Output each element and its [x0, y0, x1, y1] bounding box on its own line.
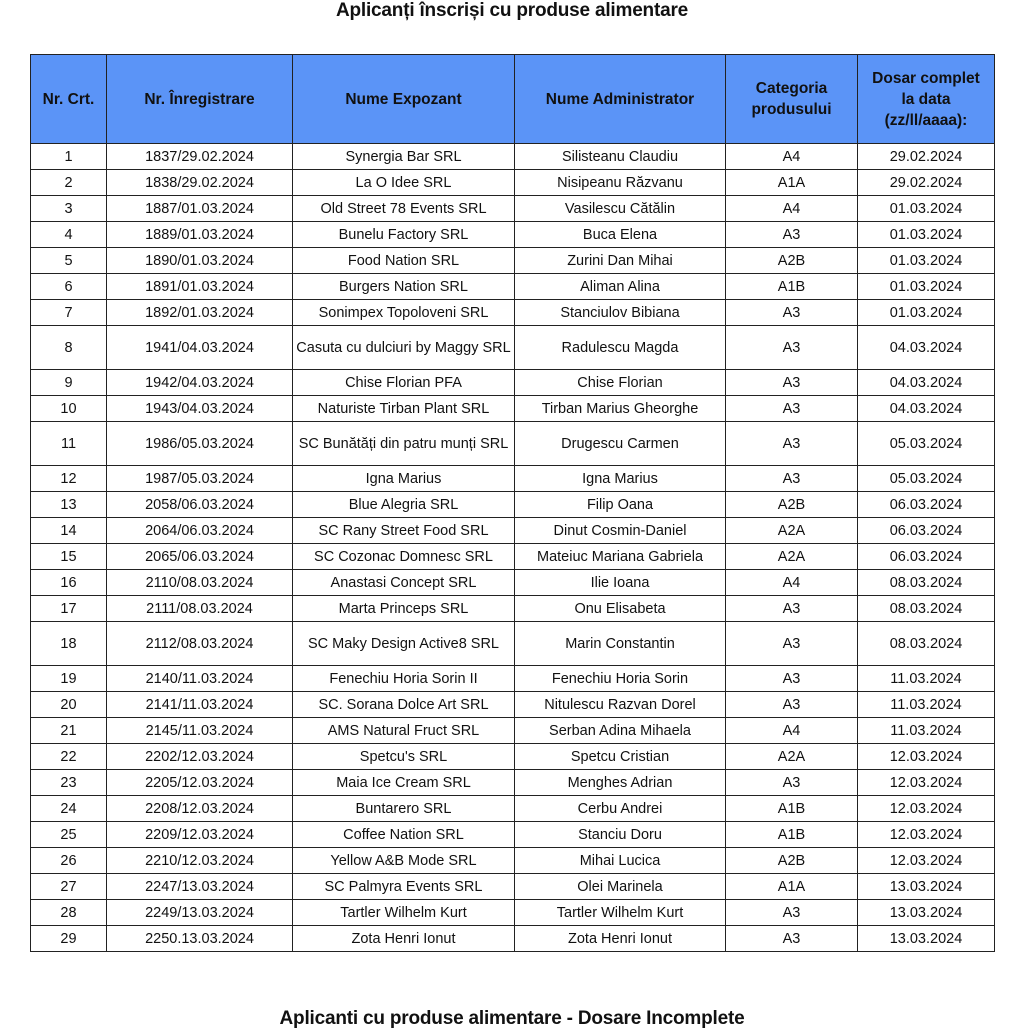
cell-nume-expozant: SC Palmyra Events SRL: [293, 874, 515, 900]
cell-dosar-complet: 11.03.2024: [858, 718, 995, 744]
cell-nume-administrator: Vasilescu Cătălin: [515, 196, 726, 222]
cell-nume-expozant: Old Street 78 Events SRL: [293, 196, 515, 222]
table-row: [31, 466, 995, 492]
table-row: [31, 518, 995, 544]
cell-categoria: A2B: [726, 848, 858, 874]
cell-categoria: A2B: [726, 492, 858, 518]
cell-nume-administrator: Radulescu Magda: [515, 326, 726, 370]
cell-dosar-complet: 05.03.2024: [858, 466, 995, 492]
cell-categoria: A3: [726, 692, 858, 718]
cell-nr-inregistrare: 1941/04.03.2024: [107, 326, 293, 370]
cell-categoria: A3: [726, 396, 858, 422]
table-row: [31, 544, 995, 570]
cell-nume-administrator: Mihai Lucica: [515, 848, 726, 874]
cell-dosar-complet: 04.03.2024: [858, 326, 995, 370]
table-row: [31, 248, 995, 274]
cell-nr-inregistrare: 1837/29.02.2024: [107, 144, 293, 170]
cell-nume-expozant: Coffee Nation SRL: [293, 822, 515, 848]
cell-categoria: A2A: [726, 744, 858, 770]
table-row: [31, 622, 995, 666]
cell-nr-crt: 22: [31, 744, 107, 770]
cell-nr-inregistrare: 2058/06.03.2024: [107, 492, 293, 518]
cell-categoria: A4: [726, 570, 858, 596]
table-row: [31, 274, 995, 300]
cell-categoria: A1B: [726, 822, 858, 848]
cell-nume-expozant: Igna Marius: [293, 466, 515, 492]
cell-nume-expozant: Spetcu's SRL: [293, 744, 515, 770]
cell-dosar-complet: 11.03.2024: [858, 666, 995, 692]
cell-nr-crt: 25: [31, 822, 107, 848]
cell-nume-administrator: Zurini Dan Mihai: [515, 248, 726, 274]
cell-dosar-complet: 13.03.2024: [858, 874, 995, 900]
cell-nume-administrator: Silisteanu Claudiu: [515, 144, 726, 170]
cell-categoria: A4: [726, 144, 858, 170]
cell-nr-inregistrare: 2112/08.03.2024: [107, 622, 293, 666]
cell-nume-expozant: Anastasi Concept SRL: [293, 570, 515, 596]
cell-dosar-complet: 29.02.2024: [858, 170, 995, 196]
cell-dosar-complet: 01.03.2024: [858, 274, 995, 300]
table-row: [31, 692, 995, 718]
cell-nume-expozant: Food Nation SRL: [293, 248, 515, 274]
cell-nume-administrator: Fenechiu Horia Sorin: [515, 666, 726, 692]
cell-nume-expozant: SC Rany Street Food SRL: [293, 518, 515, 544]
cell-nume-administrator: Stanciu Doru: [515, 822, 726, 848]
cell-nume-administrator: Aliman Alina: [515, 274, 726, 300]
cell-dosar-complet: 12.03.2024: [858, 848, 995, 874]
cell-nr-crt: 4: [31, 222, 107, 248]
table-row: [31, 874, 995, 900]
cell-nr-crt: 5: [31, 248, 107, 274]
table-row: [31, 848, 995, 874]
cell-categoria: A3: [726, 666, 858, 692]
cell-dosar-complet: 04.03.2024: [858, 396, 995, 422]
cell-nume-expozant: Zota Henri Ionut: [293, 926, 515, 952]
cell-nr-crt: 18: [31, 622, 107, 666]
cell-nume-expozant: Fenechiu Horia Sorin II: [293, 666, 515, 692]
table-header-row: [31, 55, 995, 144]
cell-nr-crt: 23: [31, 770, 107, 796]
cell-nr-crt: 12: [31, 466, 107, 492]
cell-categoria: A3: [726, 596, 858, 622]
table-row: [31, 222, 995, 248]
cell-categoria: A3: [726, 770, 858, 796]
document-title: Aplicanți înscriși cu produse alimentare: [335, 0, 689, 21]
header-nr-crt: Nr. Crt.: [31, 55, 107, 144]
cell-nume-expozant: SC Maky Design Active8 SRL: [293, 622, 515, 666]
cell-dosar-complet: 01.03.2024: [858, 300, 995, 326]
cell-categoria: A3: [726, 222, 858, 248]
cell-nr-crt: 14: [31, 518, 107, 544]
cell-nume-expozant: SC. Sorana Dolce Art SRL: [293, 692, 515, 718]
table-row: [31, 300, 995, 326]
cell-nume-administrator: Igna Marius: [515, 466, 726, 492]
cell-nume-expozant: Yellow A&B Mode SRL: [293, 848, 515, 874]
cell-nr-crt: 1: [31, 144, 107, 170]
cell-nr-crt: 9: [31, 370, 107, 396]
cell-nr-crt: 28: [31, 900, 107, 926]
cell-nume-administrator: Cerbu Andrei: [515, 796, 726, 822]
cell-nume-administrator: Nisipeanu Răzvanu: [515, 170, 726, 196]
cell-nume-administrator: Stanciulov Bibiana: [515, 300, 726, 326]
cell-dosar-complet: 01.03.2024: [858, 248, 995, 274]
cell-nr-inregistrare: 1838/29.02.2024: [107, 170, 293, 196]
cell-nume-administrator: Tirban Marius Gheorghe: [515, 396, 726, 422]
cell-nr-inregistrare: 2111/08.03.2024: [107, 596, 293, 622]
cell-dosar-complet: 08.03.2024: [858, 622, 995, 666]
table-row: [31, 822, 995, 848]
cell-categoria: A3: [726, 900, 858, 926]
cell-categoria: A3: [726, 300, 858, 326]
cell-nume-administrator: Marin Constantin: [515, 622, 726, 666]
cell-categoria: A4: [726, 718, 858, 744]
cell-categoria: A4: [726, 196, 858, 222]
header-nr-inregistrare: Nr. Înregistrare: [107, 55, 293, 144]
table-body: [31, 144, 995, 952]
cell-nr-crt: 3: [31, 196, 107, 222]
cell-nr-crt: 11: [31, 422, 107, 466]
cell-nume-administrator: Drugescu Carmen: [515, 422, 726, 466]
cell-categoria: A3: [726, 326, 858, 370]
cell-dosar-complet: 12.03.2024: [858, 770, 995, 796]
cell-nr-inregistrare: 2202/12.03.2024: [107, 744, 293, 770]
section-title-incomplete: Aplicanti cu produse alimentare - Dosare Incomplete: [279, 1008, 745, 1029]
cell-categoria: A1A: [726, 170, 858, 196]
table-row: [31, 900, 995, 926]
cell-nr-inregistrare: 2110/08.03.2024: [107, 570, 293, 596]
table-row: [31, 396, 995, 422]
table-row: [31, 144, 995, 170]
cell-nr-crt: 29: [31, 926, 107, 952]
cell-nr-inregistrare: 1943/04.03.2024: [107, 396, 293, 422]
cell-nume-administrator: Chise Florian: [515, 370, 726, 396]
cell-nume-expozant: Naturiste Tirban Plant SRL: [293, 396, 515, 422]
cell-dosar-complet: 12.03.2024: [858, 796, 995, 822]
cell-nume-expozant: SC Cozonac Domnesc SRL: [293, 544, 515, 570]
table-row: [31, 570, 995, 596]
cell-nr-inregistrare: 2249/13.03.2024: [107, 900, 293, 926]
cell-dosar-complet: 06.03.2024: [858, 518, 995, 544]
cell-categoria: A3: [726, 622, 858, 666]
cell-nr-inregistrare: 2064/06.03.2024: [107, 518, 293, 544]
cell-nume-expozant: Buntarero SRL: [293, 796, 515, 822]
cell-categoria: A3: [726, 926, 858, 952]
cell-nr-inregistrare: 1891/01.03.2024: [107, 274, 293, 300]
cell-dosar-complet: 12.03.2024: [858, 744, 995, 770]
cell-nume-administrator: Nitulescu Razvan Dorel: [515, 692, 726, 718]
cell-categoria: A1B: [726, 796, 858, 822]
cell-dosar-complet: 05.03.2024: [858, 422, 995, 466]
table-row: [31, 718, 995, 744]
cell-categoria: A2A: [726, 544, 858, 570]
cell-nume-expozant: Sonimpex Topoloveni SRL: [293, 300, 515, 326]
cell-nr-inregistrare: 1987/05.03.2024: [107, 466, 293, 492]
cell-nr-crt: 20: [31, 692, 107, 718]
cell-dosar-complet: 29.02.2024: [858, 144, 995, 170]
cell-nr-inregistrare: 2209/12.03.2024: [107, 822, 293, 848]
cell-nr-crt: 7: [31, 300, 107, 326]
cell-nume-expozant: La O Idee SRL: [293, 170, 515, 196]
cell-categoria: A3: [726, 422, 858, 466]
cell-nume-administrator: Tartler Wilhelm Kurt: [515, 900, 726, 926]
header-dosar-complet: Dosar complet la data (zz/ll/aaaa):: [858, 55, 995, 144]
cell-nr-inregistrare: 1942/04.03.2024: [107, 370, 293, 396]
cell-nume-administrator: Zota Henri Ionut: [515, 926, 726, 952]
cell-nume-administrator: Mateiuc Mariana Gabriela: [515, 544, 726, 570]
cell-nr-crt: 2: [31, 170, 107, 196]
cell-dosar-complet: 06.03.2024: [858, 492, 995, 518]
cell-nume-expozant: SC Bunătăți din patru munți SRL: [293, 422, 515, 466]
cell-nume-administrator: Spetcu Cristian: [515, 744, 726, 770]
cell-dosar-complet: 06.03.2024: [858, 544, 995, 570]
cell-nume-administrator: Menghes Adrian: [515, 770, 726, 796]
cell-nr-inregistrare: 2247/13.03.2024: [107, 874, 293, 900]
cell-nume-expozant: Synergia Bar SRL: [293, 144, 515, 170]
table-row: [31, 770, 995, 796]
cell-nr-crt: 6: [31, 274, 107, 300]
cell-nr-crt: 19: [31, 666, 107, 692]
cell-nume-expozant: AMS Natural Fruct SRL: [293, 718, 515, 744]
table-row: [31, 596, 995, 622]
cell-nume-expozant: Maia Ice Cream SRL: [293, 770, 515, 796]
cell-nr-inregistrare: 2205/12.03.2024: [107, 770, 293, 796]
cell-nume-expozant: Bunelu Factory SRL: [293, 222, 515, 248]
cell-nume-expozant: Tartler Wilhelm Kurt: [293, 900, 515, 926]
cell-nume-administrator: Buca Elena: [515, 222, 726, 248]
cell-nr-crt: 16: [31, 570, 107, 596]
cell-nr-crt: 27: [31, 874, 107, 900]
table-row: [31, 744, 995, 770]
cell-dosar-complet: 01.03.2024: [858, 196, 995, 222]
cell-dosar-complet: 01.03.2024: [858, 222, 995, 248]
cell-nume-administrator: Serban Adina Mihaela: [515, 718, 726, 744]
cell-nume-administrator: Filip Oana: [515, 492, 726, 518]
cell-nr-inregistrare: 1986/05.03.2024: [107, 422, 293, 466]
cell-nr-inregistrare: 1887/01.03.2024: [107, 196, 293, 222]
table-row: [31, 196, 995, 222]
cell-dosar-complet: 04.03.2024: [858, 370, 995, 396]
cell-categoria: A2B: [726, 248, 858, 274]
cell-nume-administrator: Ilie Ioana: [515, 570, 726, 596]
cell-dosar-complet: 08.03.2024: [858, 570, 995, 596]
header-nume-administrator: Nume Administrator: [515, 55, 726, 144]
cell-dosar-complet: 13.03.2024: [858, 900, 995, 926]
cell-nume-expozant: Marta Princeps SRL: [293, 596, 515, 622]
cell-categoria: A3: [726, 370, 858, 396]
cell-nr-crt: 21: [31, 718, 107, 744]
applicants-table: [30, 54, 995, 952]
cell-nr-crt: 10: [31, 396, 107, 422]
cell-nr-inregistrare: 2145/11.03.2024: [107, 718, 293, 744]
cell-nume-expozant: Blue Alegria SRL: [293, 492, 515, 518]
cell-nume-expozant: Casuta cu dulciuri by Maggy SRL: [293, 326, 515, 370]
cell-nr-inregistrare: 2141/11.03.2024: [107, 692, 293, 718]
table-row: [31, 326, 995, 370]
cell-nr-crt: 17: [31, 596, 107, 622]
cell-categoria: A2A: [726, 518, 858, 544]
cell-nr-inregistrare: 2065/06.03.2024: [107, 544, 293, 570]
cell-nume-expozant: Chise Florian PFA: [293, 370, 515, 396]
cell-nr-inregistrare: 1890/01.03.2024: [107, 248, 293, 274]
table-row: [31, 926, 995, 952]
cell-nume-administrator: Olei Marinela: [515, 874, 726, 900]
cell-nr-crt: 24: [31, 796, 107, 822]
cell-nr-inregistrare: 1889/01.03.2024: [107, 222, 293, 248]
cell-nume-expozant: Burgers Nation SRL: [293, 274, 515, 300]
cell-nr-crt: 15: [31, 544, 107, 570]
cell-dosar-complet: 13.03.2024: [858, 926, 995, 952]
table-row: [31, 796, 995, 822]
cell-categoria: A1B: [726, 274, 858, 300]
header-nume-expozant: Nume Expozant: [293, 55, 515, 144]
cell-nr-crt: 8: [31, 326, 107, 370]
cell-dosar-complet: 11.03.2024: [858, 692, 995, 718]
cell-dosar-complet: 08.03.2024: [858, 596, 995, 622]
header-categoria: Categoria produsului: [726, 55, 858, 144]
cell-nr-inregistrare: 2208/12.03.2024: [107, 796, 293, 822]
table-row: [31, 370, 995, 396]
cell-categoria: A1A: [726, 874, 858, 900]
table-row: [31, 422, 995, 466]
cell-nr-crt: 13: [31, 492, 107, 518]
table-row: [31, 492, 995, 518]
cell-nr-inregistrare: 1892/01.03.2024: [107, 300, 293, 326]
cell-nume-administrator: Dinut Cosmin-Daniel: [515, 518, 726, 544]
cell-nr-inregistrare: 2250.13.03.2024: [107, 926, 293, 952]
cell-dosar-complet: 12.03.2024: [858, 822, 995, 848]
cell-nr-inregistrare: 2210/12.03.2024: [107, 848, 293, 874]
table-row: [31, 170, 995, 196]
table-row: [31, 666, 995, 692]
cell-categoria: A3: [726, 466, 858, 492]
cell-nr-crt: 26: [31, 848, 107, 874]
cell-nr-inregistrare: 2140/11.03.2024: [107, 666, 293, 692]
cell-nume-administrator: Onu Elisabeta: [515, 596, 726, 622]
